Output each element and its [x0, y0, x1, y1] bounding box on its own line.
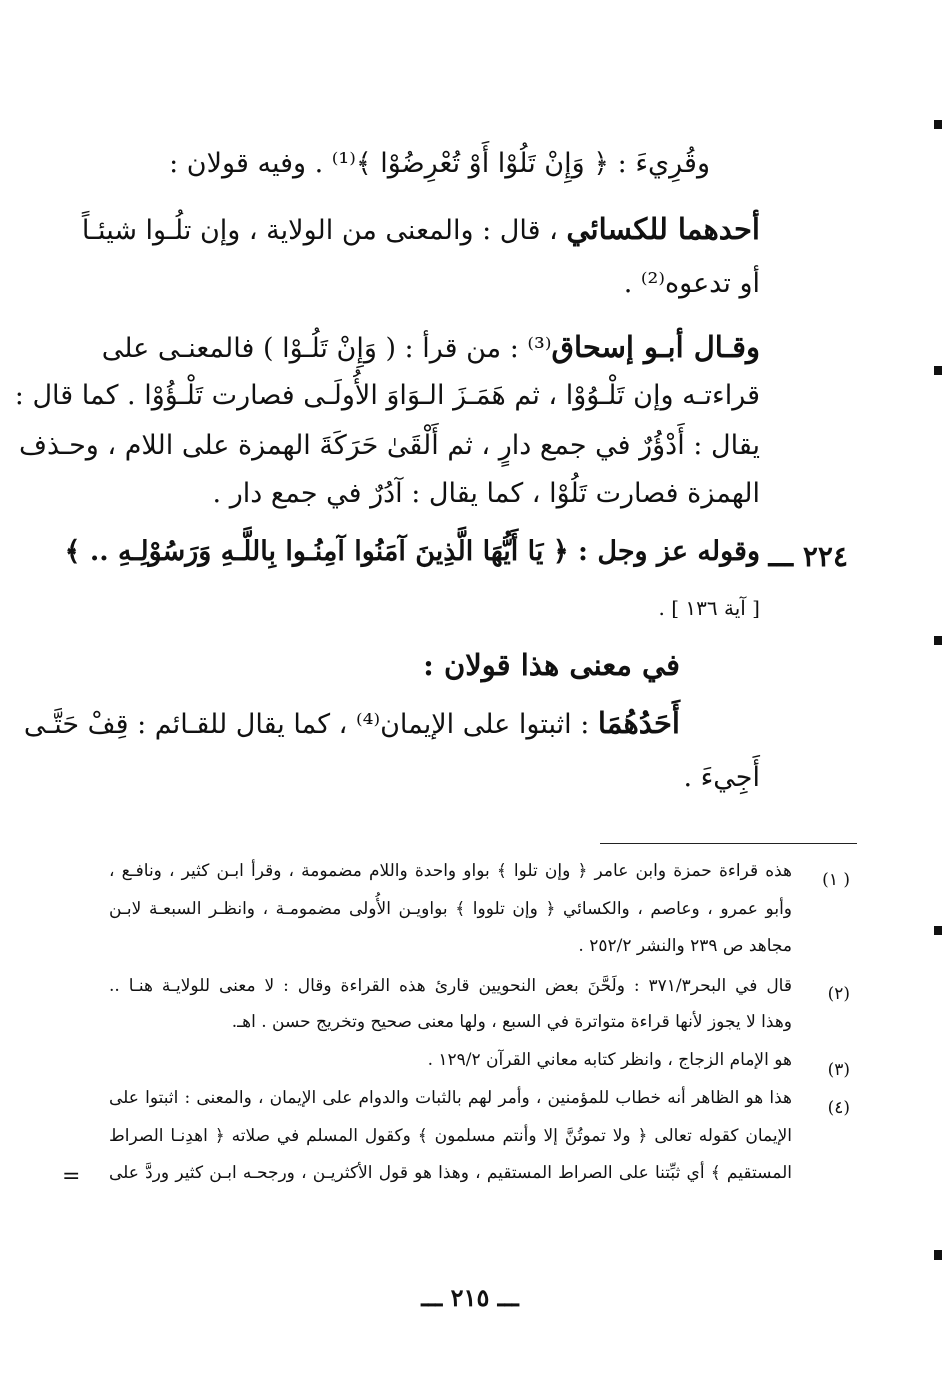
footnote-number-text: (٣)	[827, 1060, 850, 1080]
footnote-line	[109, 1125, 792, 1146]
footnote-line	[232, 1012, 792, 1032]
footnote-text: المستقيم ﴾ أي ثبِّتنا على الصراط المستقيم ، وهذا هو قول الأكثريـن ، ورجحـه ابـن كثير وردَّ على	[109, 1163, 792, 1183]
verse-text	[65, 536, 760, 567]
footnote-text: وأبو عمرو ، وعاصم ، والكسائي ﴿ وإن تلووا ﴾ بواويـن الأُولى مضمومـة ، وانظـر السبعـة لابـن	[109, 899, 792, 919]
speaker-name: وقـال أبـو إسحاق	[551, 330, 760, 364]
verse-quote: وقوله عز وجل : ﴿ يَا أَيُّهَا الَّذِينَ آمَنُوا آمِنُـوا بِاللَّـهِ وَرَسُوْلِـهِ .. ﴾	[64, 536, 760, 567]
paragraph-2-line-3	[19, 430, 760, 461]
answer-1-line-1	[23, 706, 680, 740]
line-text: أَجِيءَ .	[683, 762, 760, 793]
edge-mark	[934, 926, 942, 935]
footnote-text: مجاهد ص ٢٣٩ والنشر ٢٥٢/٢ .	[578, 936, 792, 956]
verse-number-text: ٢٢٤ ـــ	[768, 540, 848, 573]
footnote-divider	[600, 843, 857, 844]
paragraph-1-line-2	[624, 268, 760, 299]
footnote-text: هذه قراءة حمزة وابن عامر ﴿ وإن تلوا ﴾ بواو واحدة واللام مضمومة ، وقرأ ابـن كثير ، ونافـع ،	[109, 861, 792, 881]
footnote-line	[109, 976, 792, 996]
footnote-number-text: ( ١)	[822, 870, 850, 890]
paragraph-1-line-1	[81, 212, 760, 246]
speaker-name: أحدهما للكسائي	[566, 212, 760, 246]
footnote-number	[810, 984, 850, 1004]
footnote-line	[109, 1162, 792, 1183]
verse-reference	[659, 596, 760, 620]
edge-mark	[934, 120, 942, 129]
line-text: وقُرِيءَ : ﴿ وَإِنْ تَلُوْا أَوْ تُعْرِضُوْا ﴾⁽¹⁾ . وفيه قولان :	[169, 148, 710, 179]
page-number-text: ـــ ٢١٥ ـــ	[421, 1283, 519, 1312]
line-text: قراءتـه وإن تَلْـوُوْا ، ثم هَمَـزَ الـوَاوَ الأُولَـى فصارت تَلْـؤُوْا . كما قال :	[14, 380, 760, 411]
page-number	[415, 1283, 525, 1312]
footnote-text: قال في البحر٣٧١/٣ : ولَحَّنَ بعض النحويين قارئ هذه القراءة وقال : لا معنى للولايـة هنـا ..	[109, 976, 792, 996]
footnote-number	[810, 870, 850, 890]
text-line	[169, 148, 710, 179]
edge-mark	[934, 1250, 942, 1260]
paragraph-2-line-2	[14, 380, 760, 411]
footnote-line	[109, 1088, 792, 1108]
footnote-line	[109, 898, 792, 919]
section-heading	[423, 648, 680, 682]
footnote-text: وهذا لا يجوز لأنها قراءة متواترة في السبع ، ولها معنى صحيح وتخريج حسن . اهـ.	[231, 1012, 792, 1032]
answer-label: أَحَدُهُمَا	[597, 706, 680, 740]
edge-mark	[934, 366, 942, 375]
continuation-mark	[62, 1164, 80, 1189]
footnote-line	[578, 936, 792, 956]
verse-number	[769, 540, 848, 573]
line-text: الهمزة فصارت تَلُوْا ، كما يقال : آدُرٌ في جمع دار .	[212, 478, 760, 509]
line-text: أو تدعوه⁽²⁾ .	[623, 268, 760, 299]
line-text: : اثبتوا على الإيمان⁽⁴⁾ ، كما يقال للقـائم : قِفْ حَتَّـى	[23, 709, 598, 740]
footnote-line	[428, 1050, 792, 1070]
verse-reference-text: [ آية ١٣٦ ] .	[658, 596, 760, 620]
footnote-number-text: (٤)	[827, 1098, 850, 1118]
footnote-number	[810, 1098, 850, 1118]
footnote-text: هذا هو الظاهر أنه خطاب للمؤمنين ، وأمر لهم بالثبات والدوام على الإيمان ، والمعنى : اثبتوا على	[109, 1088, 792, 1108]
continuation-text: =	[62, 1164, 81, 1189]
line-text: ، قال : والمعنى من الولاية ، وإن تلُـوا شيئـاً	[81, 215, 567, 246]
footnote-text: الإيمان كقوله تعالى ﴿ ولا تموتُنَّ إلا وأنتم مسلمون ﴾ وكقول المسلم في صلاته ﴿ اهدِنـا الصراط	[109, 1126, 792, 1146]
footnote-number-text: (٢)	[827, 984, 850, 1004]
line-text: ⁽³⁾ : من قرأ : ( وَإِنْ تَلُـوْا ) فالمعنـى على	[101, 333, 552, 364]
paragraph-2-line-4	[213, 478, 760, 509]
edge-mark	[934, 636, 942, 645]
footnote-text: هو الإمام الزجاج ، وانظر كتابه معاني القرآن ١٢٩/٢ .	[427, 1050, 792, 1070]
answer-1-line-2	[683, 762, 760, 793]
footnote-number	[810, 1060, 850, 1080]
heading-text: في معنى هذا قولان :	[423, 648, 680, 682]
line-text: يقال : أَدْؤُرٌ في جمع دارٍ ، ثم أَلْقَىٰ حَرَكَةَ الهمزة على اللام ، وحـذف	[19, 430, 760, 461]
paragraph-2-line-1	[101, 330, 760, 364]
footnote-line	[109, 860, 792, 881]
